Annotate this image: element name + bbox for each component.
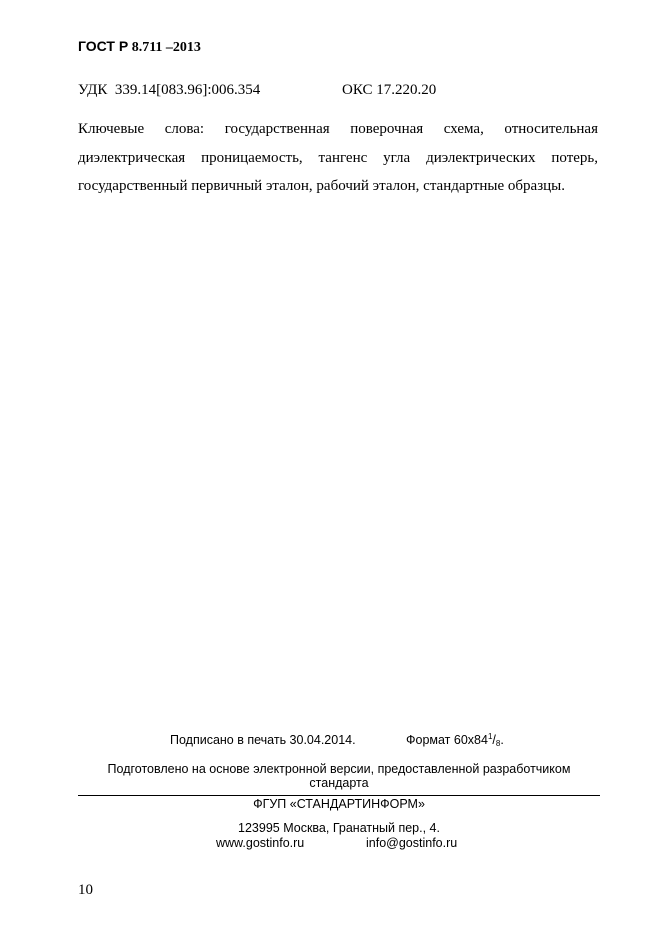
format-suffix: .	[500, 733, 504, 747]
prepared-note-line: стандарта	[309, 776, 369, 790]
format-slash: /	[492, 733, 496, 747]
prepared-note-line: Подготовлено на основе электронной версии, предоставленной разработчиком	[107, 762, 571, 776]
keywords-line: государственный первичный эталон, рабочий эталон, стандартные образцы.	[78, 178, 565, 194]
keywords-paragraph	[78, 115, 598, 201]
email-link[interactable]: info@gostinfo.ru	[366, 836, 458, 850]
keywords-line: Ключевые слова: государственная поверочная схема, относительная	[78, 121, 598, 137]
paper-format	[406, 733, 504, 747]
website-link[interactable]: www.gostinfo.ru	[216, 836, 305, 850]
oks-code: ОКС 17.220.20	[342, 82, 437, 98]
document-header	[78, 38, 201, 56]
standard-number: 8.711 –2013	[131, 40, 201, 55]
divider-rule	[78, 795, 600, 796]
format-label: Формат 60х84	[406, 733, 488, 747]
udk-code: УДК 339.14[083.96]:006.354	[78, 82, 261, 98]
prepared-note	[78, 762, 600, 790]
publisher-address: 123995 Москва, Гранатный пер., 4.	[238, 821, 440, 835]
signed-for-print: Подписано в печать 30.04.2014.	[170, 733, 356, 747]
keywords-line: диэлектрическая проницаемость, тангенс угла диэлектрических потерь,	[78, 149, 598, 166]
format-denominator: 8	[495, 739, 501, 748]
standard-code: ГОСТ Р	[78, 38, 129, 54]
publisher-name: ФГУП «СТАНДАРТИНФОРМ»	[253, 797, 425, 811]
page-number: 10	[78, 882, 93, 898]
format-numerator: 1	[487, 732, 493, 741]
